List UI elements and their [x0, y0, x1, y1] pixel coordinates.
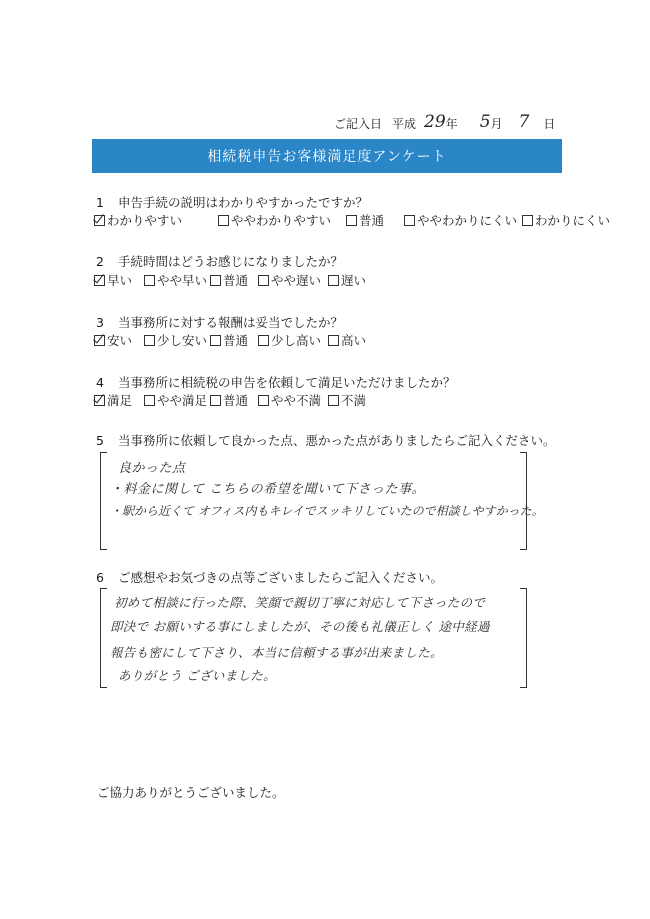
- checkbox-icon[interactable]: [328, 395, 339, 406]
- answer-box-left-bracket: [100, 588, 107, 688]
- answer-box-right-bracket: [520, 452, 527, 550]
- option-slow[interactable]: 遅い: [328, 271, 366, 289]
- question-text: 当事務所に依頼して良かった点、悪かった点がありましたらご記入ください。: [118, 433, 556, 448]
- answer-box-left-bracket: [100, 452, 107, 550]
- question-2-options: [94, 271, 366, 289]
- question-4: [96, 373, 456, 391]
- question-5: [96, 431, 556, 449]
- question-4-options: [94, 391, 366, 409]
- answer-line: ありがとう ございました。: [118, 668, 276, 683]
- option-cheap[interactable]: 安い: [94, 331, 144, 349]
- answer-line: 報告も密にして下さり、本当に信頼する事が出来ました。: [110, 645, 443, 660]
- date-year-unit: 年: [445, 117, 458, 131]
- question-number: 6: [96, 570, 104, 585]
- checkbox-icon[interactable]: [346, 215, 357, 226]
- entry-date: [334, 108, 574, 132]
- option-normal[interactable]: 普通: [210, 331, 258, 349]
- option-somewhat-satisfied[interactable]: やや満足: [144, 391, 210, 409]
- question-number: 1: [96, 195, 104, 210]
- option-somewhat-expensive[interactable]: 少し高い: [258, 331, 328, 349]
- checkbox-icon[interactable]: [210, 335, 221, 346]
- option-somewhat-dissatisfied[interactable]: やや不満: [258, 391, 328, 409]
- checkbox-icon[interactable]: [328, 275, 339, 286]
- question-3-options: [94, 331, 366, 349]
- answer-line: ・駅から近くて オフィス内もキレイでスッキリしていたので相談しやすかった。: [110, 504, 544, 518]
- survey-title: 相続税申告お客様満足度アンケート: [207, 149, 447, 165]
- thank-you-footer: ご協力ありがとうございました。: [97, 785, 285, 800]
- option-satisfied[interactable]: 満足: [94, 391, 144, 409]
- option-somewhat-slow[interactable]: やや遅い: [258, 271, 328, 289]
- question-3: [96, 313, 343, 331]
- option-expensive[interactable]: 高い: [328, 331, 366, 349]
- answer-line: 初めて相談に行った際、笑顔で親切丁寧に対応して下さったので: [114, 595, 486, 610]
- answer-line: 良かった点: [118, 461, 186, 476]
- date-month-unit: 月: [490, 117, 503, 131]
- date-year-value: 29: [424, 112, 446, 132]
- date-day-value: 7: [518, 112, 530, 132]
- answer-box-right-bracket: [520, 588, 527, 688]
- question-text: ご感想やお気づきの点等ございましたらご記入ください。: [118, 570, 444, 585]
- question-text: 申告手続の説明はわかりやすかったですか？: [118, 195, 369, 210]
- question-number: 5: [96, 433, 104, 448]
- question-text: 手続時間はどうお感じになりましたか？: [118, 254, 344, 269]
- option-normal[interactable]: 普通: [346, 211, 404, 229]
- option-somewhat-hard[interactable]: ややわかりにくい: [404, 211, 522, 229]
- question-number: 2: [96, 254, 104, 269]
- checkbox-icon[interactable]: [522, 215, 533, 226]
- checkbox-icon[interactable]: [218, 215, 229, 226]
- option-somewhat-easy[interactable]: ややわかりやすい: [218, 211, 346, 229]
- answer-line: 即決で お願いする事にしましたが、その後も礼儀正しく 途中経過: [110, 619, 490, 634]
- question-1: [96, 193, 368, 211]
- checkbox-icon[interactable]: [144, 275, 155, 286]
- date-month-value: 5: [479, 112, 491, 132]
- checkbox-icon[interactable]: [258, 335, 269, 346]
- question-number: 4: [96, 375, 104, 390]
- checkbox-checked-icon[interactable]: [94, 215, 105, 226]
- date-day-unit: 日: [543, 117, 556, 131]
- option-normal[interactable]: 普通: [210, 271, 258, 289]
- date-label: ご記入日: [334, 117, 383, 131]
- checkbox-icon[interactable]: [258, 395, 269, 406]
- checkbox-icon[interactable]: [144, 395, 155, 406]
- survey-title-banner: [92, 139, 562, 173]
- option-hard[interactable]: わかりにくい: [522, 211, 610, 229]
- option-somewhat-cheap[interactable]: 少し安い: [144, 331, 210, 349]
- answer-line: ・料金に関して こちらの希望を聞いて下さった事。: [110, 482, 426, 497]
- option-fast[interactable]: 早い: [94, 271, 144, 289]
- date-era: 平成: [392, 117, 417, 131]
- checkbox-icon[interactable]: [144, 335, 155, 346]
- checkbox-checked-icon[interactable]: [94, 275, 105, 286]
- question-number: 3: [96, 315, 104, 330]
- question-6: [96, 568, 443, 586]
- option-easy[interactable]: わかりやすい: [94, 211, 218, 229]
- checkbox-checked-icon[interactable]: [94, 335, 105, 346]
- option-somewhat-fast[interactable]: やや早い: [144, 271, 210, 289]
- question-1-options: [94, 211, 610, 229]
- checkbox-icon[interactable]: [210, 275, 221, 286]
- question-text: 当事務所に相続税の申告を依頼して満足いただけましたか？: [118, 375, 456, 390]
- option-dissatisfied[interactable]: 不満: [328, 391, 366, 409]
- checkbox-icon[interactable]: [328, 335, 339, 346]
- checkbox-checked-icon[interactable]: [94, 395, 105, 406]
- checkbox-icon[interactable]: [258, 275, 269, 286]
- checkbox-icon[interactable]: [404, 215, 415, 226]
- checkbox-icon[interactable]: [210, 395, 221, 406]
- question-text: 当事務所に対する報酬は妥当でしたか？: [118, 315, 344, 330]
- option-normal[interactable]: 普通: [210, 391, 258, 409]
- question-2: [96, 252, 343, 270]
